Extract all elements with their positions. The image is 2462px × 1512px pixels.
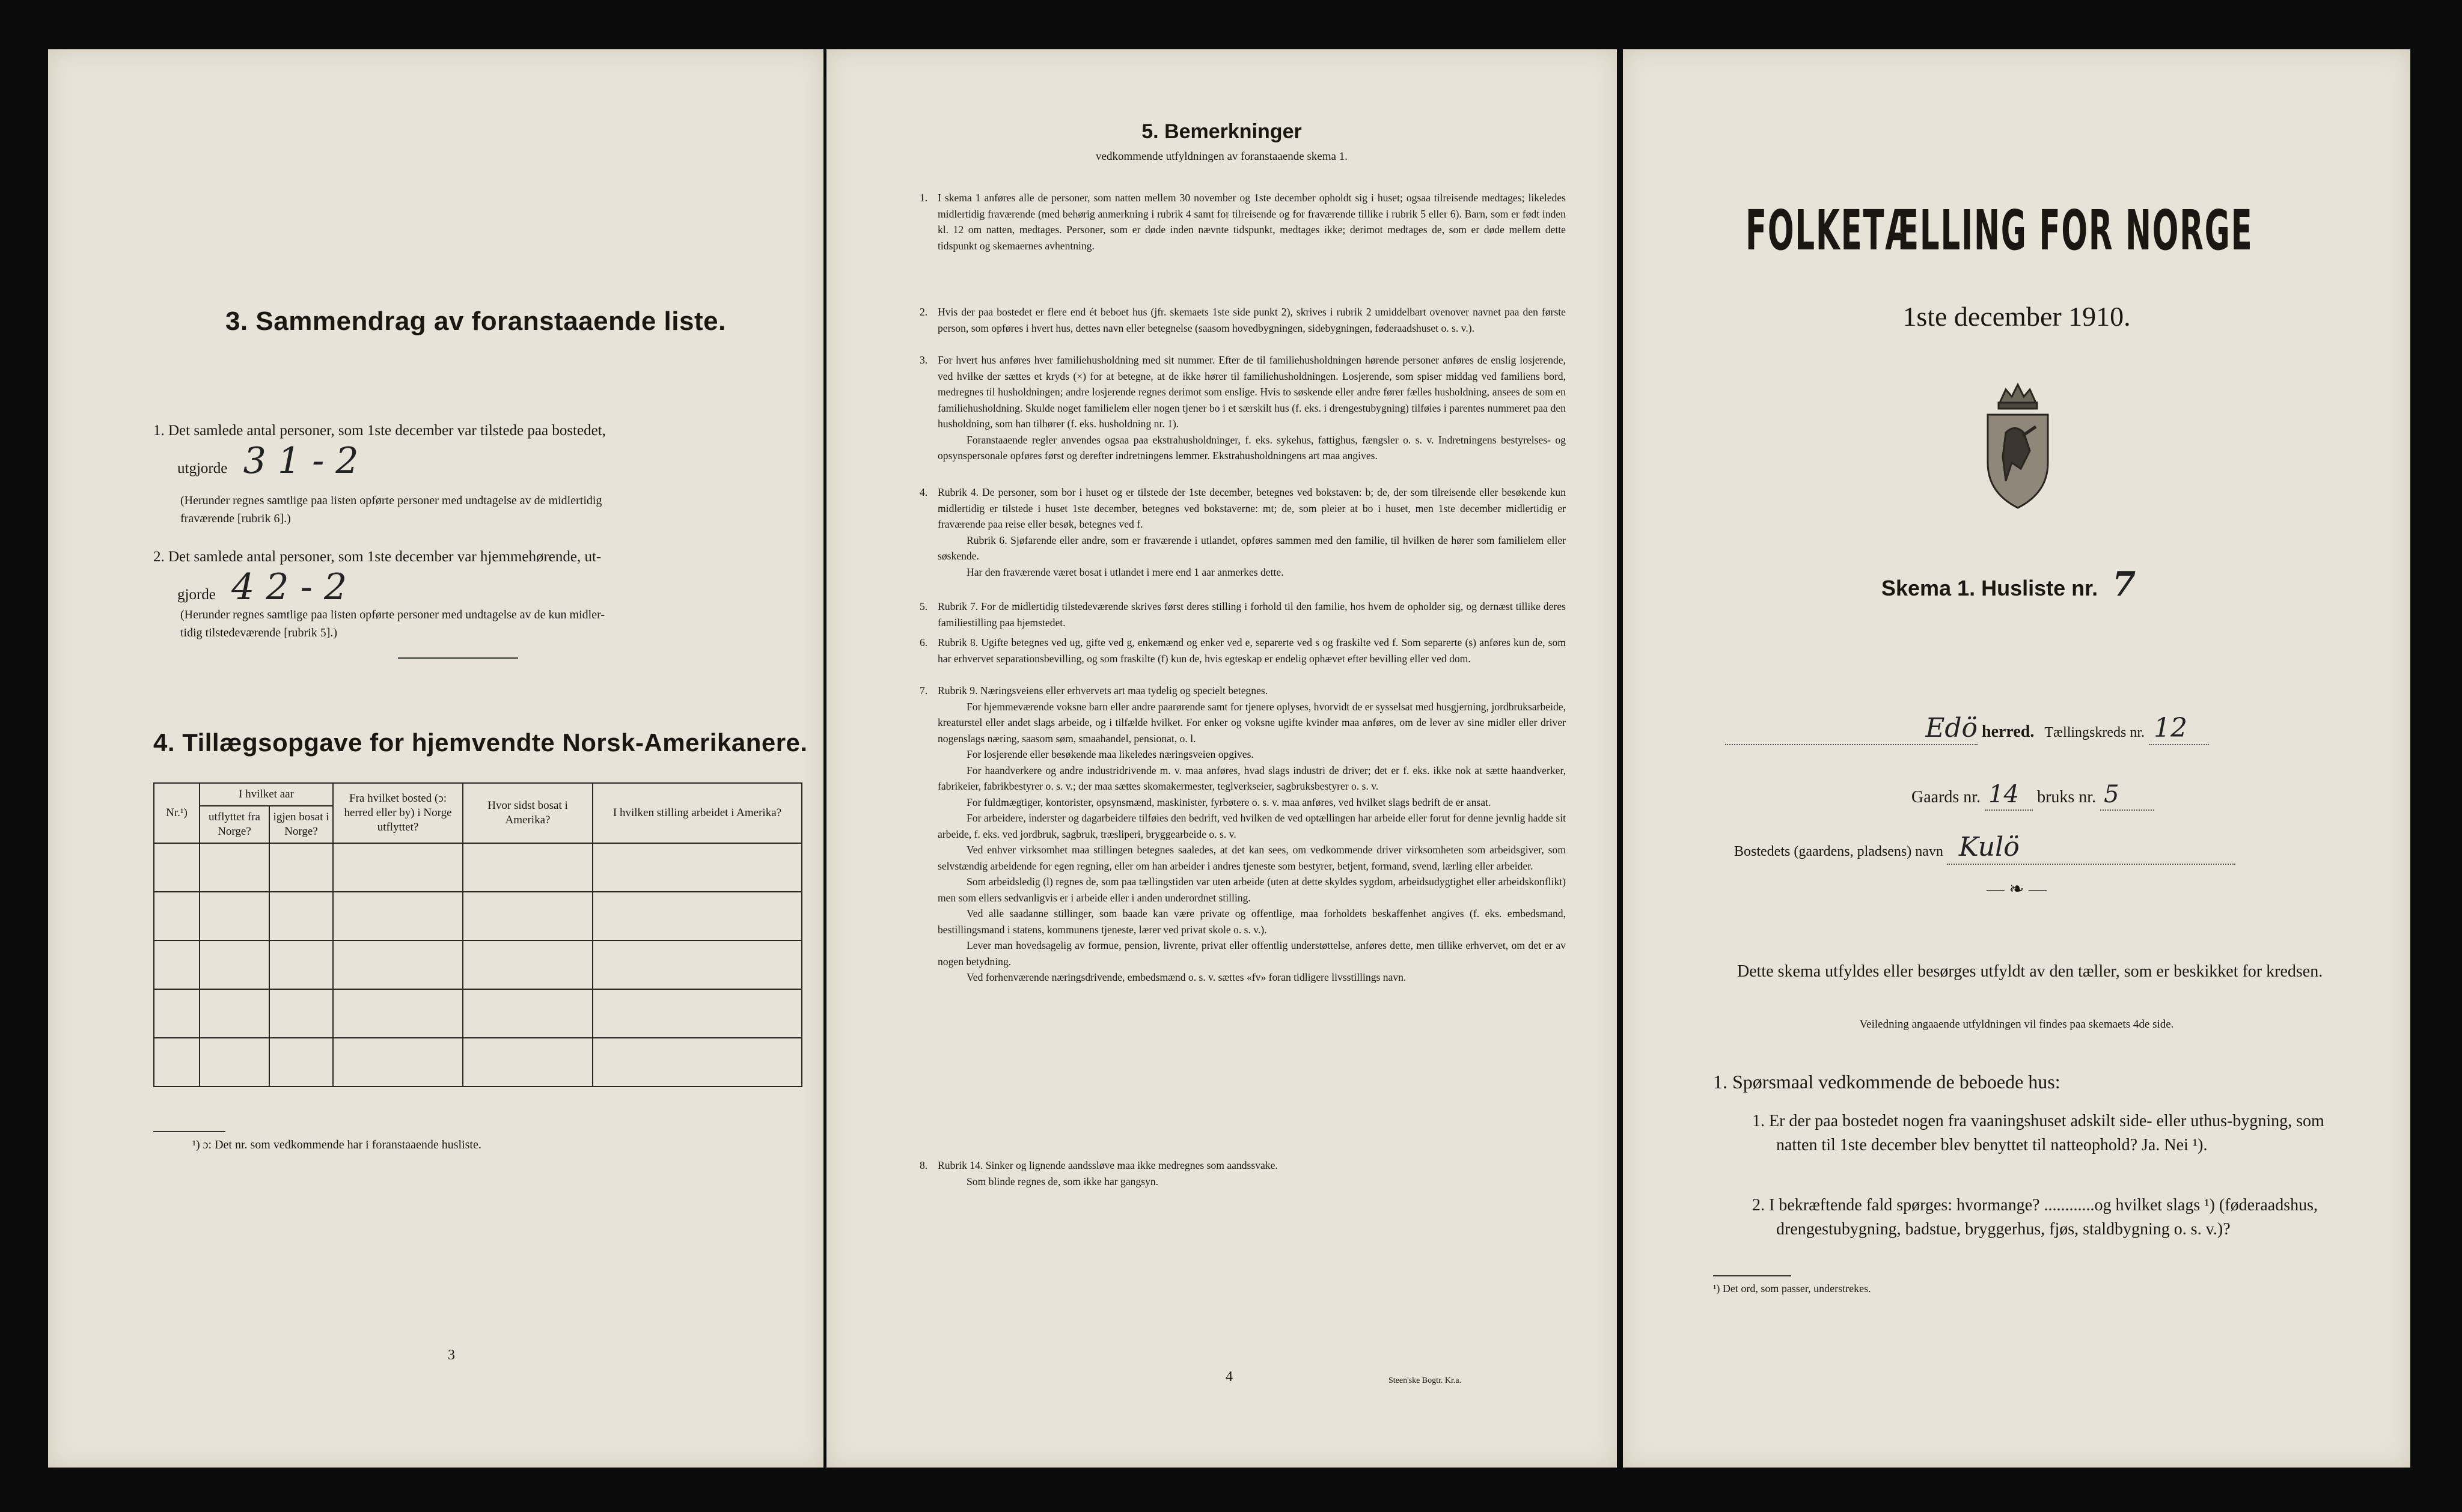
right-footnote: ¹) Det ord, som passer, understrekes. xyxy=(1713,1282,1871,1294)
table-row xyxy=(154,843,802,892)
remark-item xyxy=(920,190,1566,254)
remark-text: Lever man hovedsagelig av formue, pension, livrente, privat eller offentlig understøttelse, anføres dette, men tillike erhvervet, om det er av nogen betydning. xyxy=(938,939,1566,968)
remark-number: 1. xyxy=(920,192,928,204)
table-row xyxy=(154,989,802,1038)
page-number-3: 3 xyxy=(448,1347,455,1363)
remark-number: 4. xyxy=(920,486,928,498)
remark-number: 5. xyxy=(920,600,928,612)
ornament-divider: — ❧ — xyxy=(1986,879,2047,899)
remark-item xyxy=(920,484,1566,580)
section3-title: 3. Sammendrag av foranstaaende liste. xyxy=(225,306,726,336)
skema-label: Skema 1. Husliste nr. xyxy=(1881,576,2098,600)
question-2: 2. I bekræftende fald spørges: hvormange? ............og hvilket slags ¹) (føderaadshus, drengestubygning, badstue, bryggerhus, fjøs, staldbygning o. s. v.)? xyxy=(1752,1196,2318,1239)
remark-number: 2. xyxy=(920,306,928,318)
remark-item xyxy=(920,304,1566,336)
printer-mark: Steen'ske Bogtr. Kr.a. xyxy=(1388,1376,1462,1385)
remark-number: 8. xyxy=(920,1159,928,1171)
remark-item xyxy=(920,635,1566,666)
footnote-rule-right xyxy=(1713,1275,1791,1276)
kreds-label: Tællingskreds nr. xyxy=(2044,725,2145,740)
gaards-label: Gaards nr. xyxy=(1911,788,1981,806)
item1-utgjorde xyxy=(177,440,359,483)
bruks-label: bruks nr. xyxy=(2037,788,2097,806)
remark-text: Har den fraværende været bosat i utlandet i mere end 1 aar anmerkes dette. xyxy=(967,565,1284,578)
footnote-rule xyxy=(153,1131,225,1132)
remark-text: For fuldmægtiger, kontorister, opsynsmænd, maskinister, fyrbøtere o. s. v. maa anføres, ved hvilket slags bedrift de er ansat. xyxy=(967,796,1491,808)
item1-handwritten-value: 3 1 - 2 xyxy=(243,440,359,482)
remark-number: 7. xyxy=(920,684,928,697)
remark-text: Ved alle saadanne stillinger, som baade kan være private og offentlige, maa forholdets beskaffenhet angives (f. eks. embedsmand, bestillingsmand i statens, kommunens tjeneste, lærer ved privat skole o. s. v.). xyxy=(938,907,1566,936)
item2-handwritten-value: 4 2 - 2 xyxy=(231,566,347,608)
bemerkninger-subtitle: vedkommende utfyldningen av foranstaaende skema 1. xyxy=(1096,150,1348,163)
remark-text: Rubrik 14. Sinker og lignende aandssløve maa ikke medregnes som aandssvake. xyxy=(938,1159,1278,1171)
item2-text: 2. Det samlede antal personer, som 1ste december var hjemmehørende, ut- xyxy=(153,549,602,565)
col-utflyttet: utflyttet fra Norge? xyxy=(200,806,269,843)
item2-note-line1: (Herunder regnes samtlige paa listen opførte personer med undtagelse av de kun midler- xyxy=(180,608,605,621)
separator-line xyxy=(398,657,518,659)
page-number-4: 4 xyxy=(1226,1369,1233,1385)
remark-item xyxy=(920,683,1566,986)
page-left xyxy=(48,49,823,1468)
question-1: 1. Er der paa bostedet nogen fra vaaningshuset adskilt side- eller uthus-bygning, som natten til 1ste december blev benyttet til natteophold? Ja. Nei ¹). xyxy=(1752,1112,2324,1154)
remark-text: Rubrik 7. For de midlertidig tilstedeværende skrives først deres stilling i forhold til den familie, hos hvem de opholder sig, og dernæst tillike deres familiestilling paa hjemstedet. xyxy=(938,600,1566,629)
folketelling-title: FOLKETÆLLING FOR NORGE xyxy=(1746,198,2253,263)
item2-gjorde-label: gjorde xyxy=(177,587,216,603)
item1-note-line1: (Herunder regnes samtlige paa listen opførte personer med undtagelse av de midlertidig xyxy=(180,494,602,507)
item1-note-line2: fraværende [rubrik 6].) xyxy=(180,512,291,525)
herred-label: herred. xyxy=(1982,722,2035,741)
table-row xyxy=(154,892,802,940)
remark-item xyxy=(920,1157,1566,1189)
census-date: 1ste december 1910. xyxy=(1902,301,2131,332)
page-middle xyxy=(826,49,1617,1468)
col-igjen: igjen bosat i Norge? xyxy=(269,806,333,843)
gaards-line xyxy=(1911,782,2154,811)
skema-line xyxy=(1881,564,2136,604)
remark-text: Foranstaaende regler anvendes ogsaa paa ekstrahusholdninger, f. eks. sykehus, fattighus, fængsler o. s. v. Indretningens bestyrelses- og opsynspersonale opføres først og derefter indretningens lemmer. Ekstrahusholdningens art maa angives. xyxy=(938,433,1566,462)
gaards-value: 14 xyxy=(1988,781,2019,808)
remark-text: Rubrik 9. Næringsveiens eller erhvervets art maa tydelig og specielt betegnes. xyxy=(938,684,1268,697)
bemerkninger-title: 5. Bemerkninger xyxy=(1141,120,1302,143)
remark-number: 6. xyxy=(920,636,928,648)
intro-text: Dette skema utfyldes eller besørges utfyldt av den tæller, som er beskikket for kredsen. xyxy=(1737,962,2323,981)
col-stilling: I hvilken stilling arbeidet i Amerika? xyxy=(593,783,802,843)
col-group-aar: I hvilket aar xyxy=(200,783,333,806)
remark-text: Som blinde regnes de, som ikke har gangsyn. xyxy=(967,1175,1159,1187)
remark-text: For losjerende eller besøkende maa likeledes næringsveien opgives. xyxy=(967,748,1254,760)
bosted-label: Bostedets (gaardens, pladsens) navn xyxy=(1734,844,1943,859)
norsk-amerikanere-table xyxy=(153,782,802,1087)
remark-text: I skema 1 anføres alle de personer, som natten mellem 30 november og 1ste december opholdt sig i huset; ogsaa tilreisende medtages; likeledes midlertidig fraværende (med behørig anmerkning i rubrik 4 samt for tilreisende og for fraværende tillike i rubrik 5 eller 6). Barn, som er født inden kl. 12 om natten, medtages. Personer, som er døde inden nævnte tidspunkt, medtages ikke; derimot medtages de, som er døde mellem dette tidspunkt og skemaernes avhentning. xyxy=(938,192,1566,252)
bruks-value: 5 xyxy=(2104,781,2119,808)
item2-note-line2: tidig tilstedeværende [rubrik 5].) xyxy=(180,626,338,639)
remark-text: Rubrik 4. De personer, som bor i huset og er tilstede der 1ste december, betegnes ved bokstaven: b; de, der som tilreisende eller besøkende kun midlertidig er tilstede i huset 1ste december, betegnes ved bokstaverne: mt; de, som pleier at bo i huset, men 1ste december midlertidig er fraværende paa reise eller besøk, betegnes ved f. xyxy=(938,486,1566,530)
bosted-value: Kulö xyxy=(1958,832,2020,862)
remark-text: For hjemmeværende voksne barn eller andre paarørende samt for tjenere oplyses, hvorvidt de er sysselsat med husgjerning, jordbruksarbeide, kreaturstel eller andet slags arbeide, og i tilfælde hvilket. For enker og voksne ugifte kvinder maa anføres, om de lever av sine midler eller driver nogenslags næring, saasom søm, smaahandel, pensionat, o. l. xyxy=(938,700,1566,745)
remark-text: For haandverkere og andre industridrivende m. v. maa anføres, hvad slags industri de driver; det er f. eks. ikke nok at sætte haandverker, fabrikeier, fabrikbestyrer o. s. v.; der maa sættes skomakermester, teglverkseier, sagbruksbestyrer o. s. v. xyxy=(938,764,1566,792)
remark-text: Rubrik 8. Ugifte betegnes ved ug, gifte ved g, enkemænd og enker ved e, separerte ved s og fraskilte ved f. Som separerte (s) anføres kun de, som har erhvervet separationsbevilling, og som fraskilte (f) kun de, hvis egteskap er endelig ophævet efter bevilling eller ved dom. xyxy=(938,636,1566,665)
question-heading: 1. Spørsmaal vedkommende de beboede hus: xyxy=(1713,1071,2060,1093)
remark-text: Ved forhenværende næringsdrivende, embedsmænd o. s. v. sættes «fv» foran tidligere livsstillings navn. xyxy=(967,971,1407,983)
kreds-value: 12 xyxy=(2154,713,2188,743)
remark-text: Som arbeidsledig (l) regnes de, som paa tællingstiden var uten arbeide (uten at dette skyldes sygdom, arbeidsudygtighet eller arbeidskonflikt) men som ellers sedvanligvis er i arbeide eller i anden underordnet stilling. xyxy=(938,876,1566,904)
item1-utgjorde-label: utgjorde xyxy=(177,460,228,477)
remarks-list xyxy=(826,190,1617,1398)
col-fra: Fra hvilket bosted (ɔ: herred eller by) i Norge utflyttet? xyxy=(333,783,463,843)
herred-value: Edö xyxy=(1925,713,1978,743)
col-nr: Nr.¹) xyxy=(154,783,200,843)
intro-note: Veiledning angaaende utfyldningen vil findes paa skemaets 4de side. xyxy=(1859,1018,2174,1031)
section4-title: 4. Tillægsopgave for hjemvendte Norsk-Amerikanere. xyxy=(153,728,808,757)
remark-text: Ved enhver virksomhet maa stillingen betegnes saaledes, at det kan sees, om vedkommende driver virksomheten som arbeidsgiver, som selvstændig arbeidende for egen regning, eller om han arbeider i andres tjeneste som bestyrer, betjent, formand, svend, lærling eller arbeider. xyxy=(938,844,1566,872)
husliste-nr-value: 7 xyxy=(2112,564,2136,604)
table-row xyxy=(154,940,802,989)
remark-text: Rubrik 6. Sjøfarende eller andre, som er fraværende i utlandet, opføres sammen med den familie, til hvilken de hører som familielem eller søskende. xyxy=(938,534,1566,562)
norway-coat-of-arms-icon xyxy=(1970,379,2066,511)
herred-line xyxy=(1725,713,2386,745)
remark-item xyxy=(920,599,1566,630)
item2-gjorde xyxy=(177,566,347,609)
remark-number: 3. xyxy=(920,354,928,366)
table-footnote: ¹) ɔ: Det nr. som vedkommende har i foranstaaende husliste. xyxy=(192,1138,481,1151)
item1-text: 1. Det samlede antal personer, som 1ste december var tilstede paa bostedet, xyxy=(153,422,606,439)
page-right xyxy=(1623,49,2410,1468)
col-hvor: Hvor sidst bosat i Amerika? xyxy=(463,783,593,843)
remark-text: Hvis der paa bostedet er flere end ét beboet hus (jfr. skemaets 1ste side punkt 2), skrives i rubrik 2 umiddelbart ovenover navnet paa den første person, som opføres i hvert hus, dettes navn eller betegnelse (saasom hovedbygningen, sidebygningen, føderaadshuset o. s. v.). xyxy=(938,306,1566,334)
bosted-line xyxy=(1734,832,2395,865)
table-row xyxy=(154,1038,802,1087)
remark-item xyxy=(920,352,1566,464)
remark-text: For hvert hus anføres hver familiehusholdning med sit nummer. Efter de til familiehusholdningen hørende personer anføres de enslig losjerende, ved hvilke der sættes et kryds (×) for at betegne, at de ikke hører til familiehusholdningen. Losjerende, som spiser middag ved familiens bord, medregnes til husholdningen; andre losjerende regnes derimot som enslige. Hvis to søskende eller andre fører fælles husholdning, ansees de som en familiehusholdning. Skulde noget familielem eller nogen tjener bo i et særskilt hus (f. eks. i drengestubygning) tilføies i parentes nummeret paa den husholdning, som han tilhører (f. eks. husholdning nr. 1). xyxy=(938,354,1566,430)
remark-text: For arbeidere, inderster og dagarbeidere tilføies den bedrift, ved hvilken de ved optællingen har arbeide eller forut for denne jevnlig hadde sit arbeide, f. eks. ved jordbruk, sagbruk, træsliperi, bryggearbeide o. s. v. xyxy=(938,812,1566,840)
